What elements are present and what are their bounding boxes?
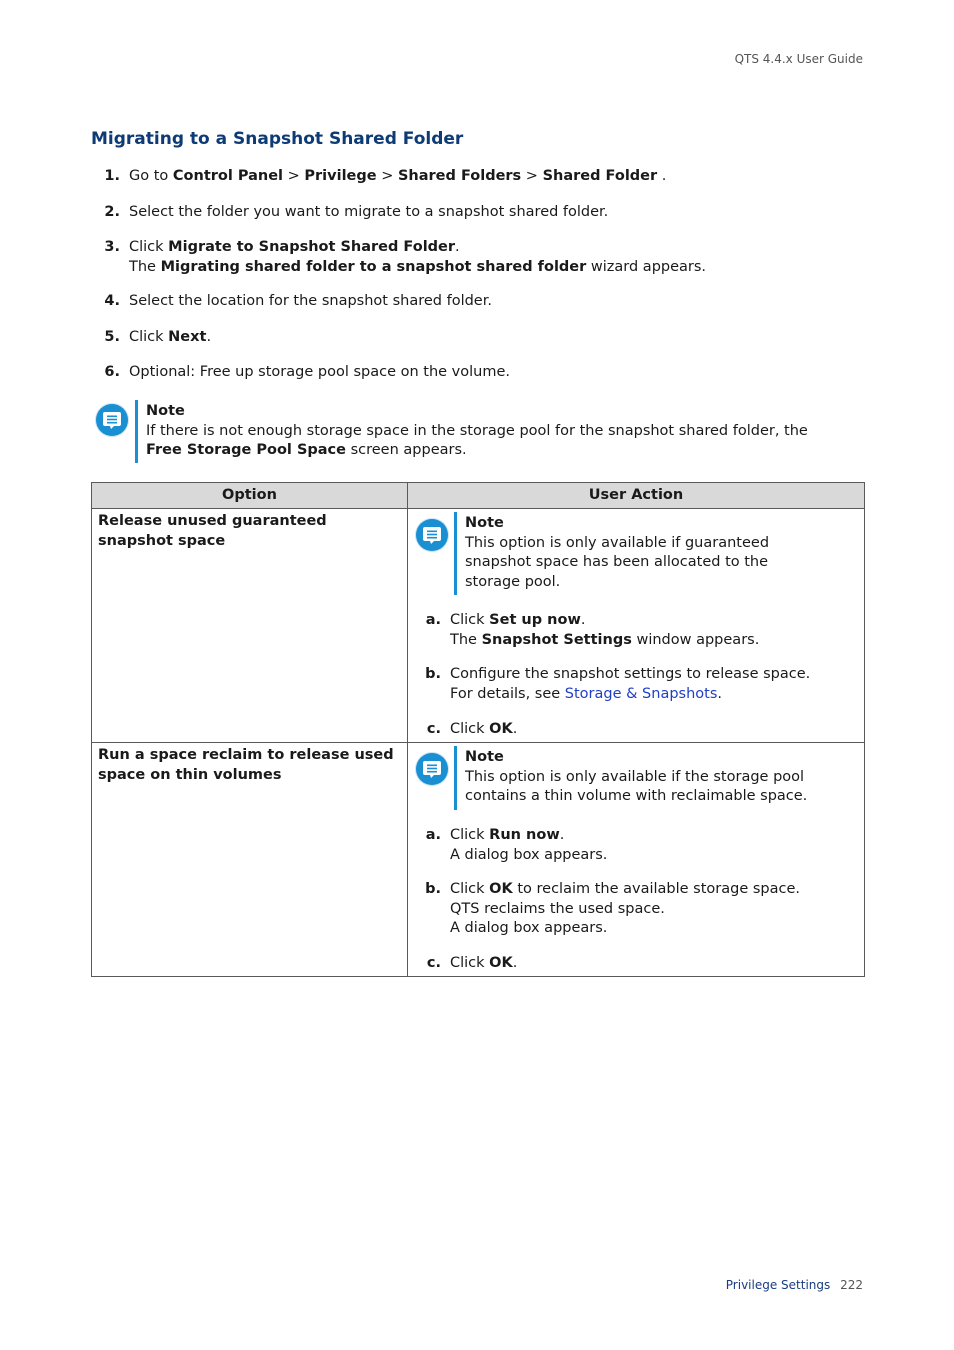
substep-c: [416, 720, 856, 740]
page-footer: [726, 1276, 863, 1296]
substep-letter: b.: [425, 881, 441, 897]
option-name: Run a space reclaim to release used space on thin volumes: [98, 747, 394, 783]
option-name: Release unused guaranteed snapshot space: [98, 513, 327, 549]
substep-text: Click OK.: [450, 955, 518, 971]
footer-section: Privilege Settings: [725, 1278, 831, 1292]
step-number: 6.: [104, 364, 120, 380]
step-number: 2.: [104, 204, 120, 220]
note-body: If there is not enough storage space in the storage pool for the snapshot shared folder, the Free Storage Pool Space screen appears.: [146, 422, 808, 458]
note-icon: [416, 753, 448, 785]
note-title: Note: [465, 515, 504, 531]
note-bar: [454, 512, 457, 595]
note-bar: [454, 746, 457, 810]
step-text: Click Next.: [129, 329, 212, 345]
substep-a: [416, 826, 856, 865]
page-number: 222: [840, 1278, 863, 1292]
step-text: Click Migrate to Snapshot Shared Folder. The Migrating shared folder to a snapshot shared folder wizard appears.: [129, 239, 707, 275]
row-note: [465, 514, 855, 592]
emphasis: Migrate to Snapshot Shared Folder: [168, 239, 456, 255]
substep-letter: b.: [425, 666, 441, 682]
note-body: This option is only available if guaranteed snapshot space has been allocated to the storage pool.: [465, 534, 770, 590]
note-title: Note: [465, 749, 504, 765]
substep-text: Configure the snapshot settings to release space. For details, see Storage & Snapshots.: [450, 666, 811, 702]
substep-c: [416, 954, 856, 974]
step-text: Select the location for the snapshot shared folder.: [129, 293, 492, 309]
emphasis: Next: [168, 329, 207, 345]
table-row: [92, 743, 865, 977]
step-3: [91, 238, 811, 277]
step-number: 3.: [104, 239, 120, 255]
note-bar: [135, 400, 138, 463]
step-5: [91, 328, 811, 348]
emphasis: OK: [489, 881, 513, 897]
substep-a: [416, 611, 856, 650]
step-number: 1.: [104, 168, 120, 184]
note-icon: [96, 404, 128, 436]
emphasis: Privilege: [304, 168, 377, 184]
table-header-row: [92, 483, 865, 509]
emphasis: Set up now: [489, 612, 581, 628]
substep-text: Click Run now. A dialog box appears.: [450, 827, 608, 863]
emphasis: Free Storage Pool Space: [146, 442, 346, 458]
storage-snapshots-link[interactable]: Storage & Snapshots: [564, 685, 718, 702]
emphasis: Migrating shared folder to a snapshot shared folder: [160, 258, 587, 275]
step-4: [91, 292, 811, 312]
note-title: Note: [146, 403, 185, 419]
substep-text: Click OK.: [450, 721, 518, 737]
substep-letter: a.: [425, 827, 441, 843]
guide-header: QTS 4.4.x User Guide: [734, 52, 863, 66]
substep-letter: c.: [426, 721, 441, 737]
step-2: [91, 203, 811, 223]
section-title: Migrating to a Snapshot Shared Folder: [91, 129, 464, 149]
substep-text: Click Set up now. The Snapshot Settings window appears.: [450, 612, 760, 648]
emphasis: OK: [489, 955, 513, 971]
table-row: [92, 509, 865, 743]
step-1: [91, 167, 811, 187]
substep-letter: a.: [425, 612, 441, 628]
step-text: Optional: Free up storage pool space on the volume.: [129, 364, 511, 380]
substep-b: [416, 880, 856, 939]
note-icon: [416, 519, 448, 551]
emphasis: Shared Folders: [397, 168, 522, 184]
substep-text: Click OK to reclaim the available storage space. QTS reclaims the used space. A dialog box appears.: [450, 881, 801, 936]
emphasis: Shared Folder: [542, 168, 658, 184]
emphasis: Snapshot Settings: [481, 631, 632, 648]
step-number: 4.: [104, 293, 120, 309]
step-text: Select the folder you want to migrate to a snapshot shared folder.: [129, 204, 609, 220]
substep-letter: c.: [426, 955, 441, 971]
header-user-action: User Action: [408, 483, 865, 509]
step-text: Go to Control Panel > Privilege > Shared Folders > Shared Folder .: [129, 168, 667, 184]
emphasis: Control Panel: [172, 168, 284, 184]
emphasis: Run now: [489, 827, 560, 843]
note: [146, 402, 846, 461]
header-option: Option: [92, 483, 408, 509]
options-table: [91, 482, 865, 977]
step-number: 5.: [104, 329, 120, 345]
row-note: [465, 748, 855, 807]
note-body: This option is only available if the storage pool contains a thin volume with reclaimable space.: [465, 768, 808, 804]
substep-b: [416, 665, 856, 704]
emphasis: OK: [489, 721, 513, 737]
step-6: [91, 363, 811, 383]
